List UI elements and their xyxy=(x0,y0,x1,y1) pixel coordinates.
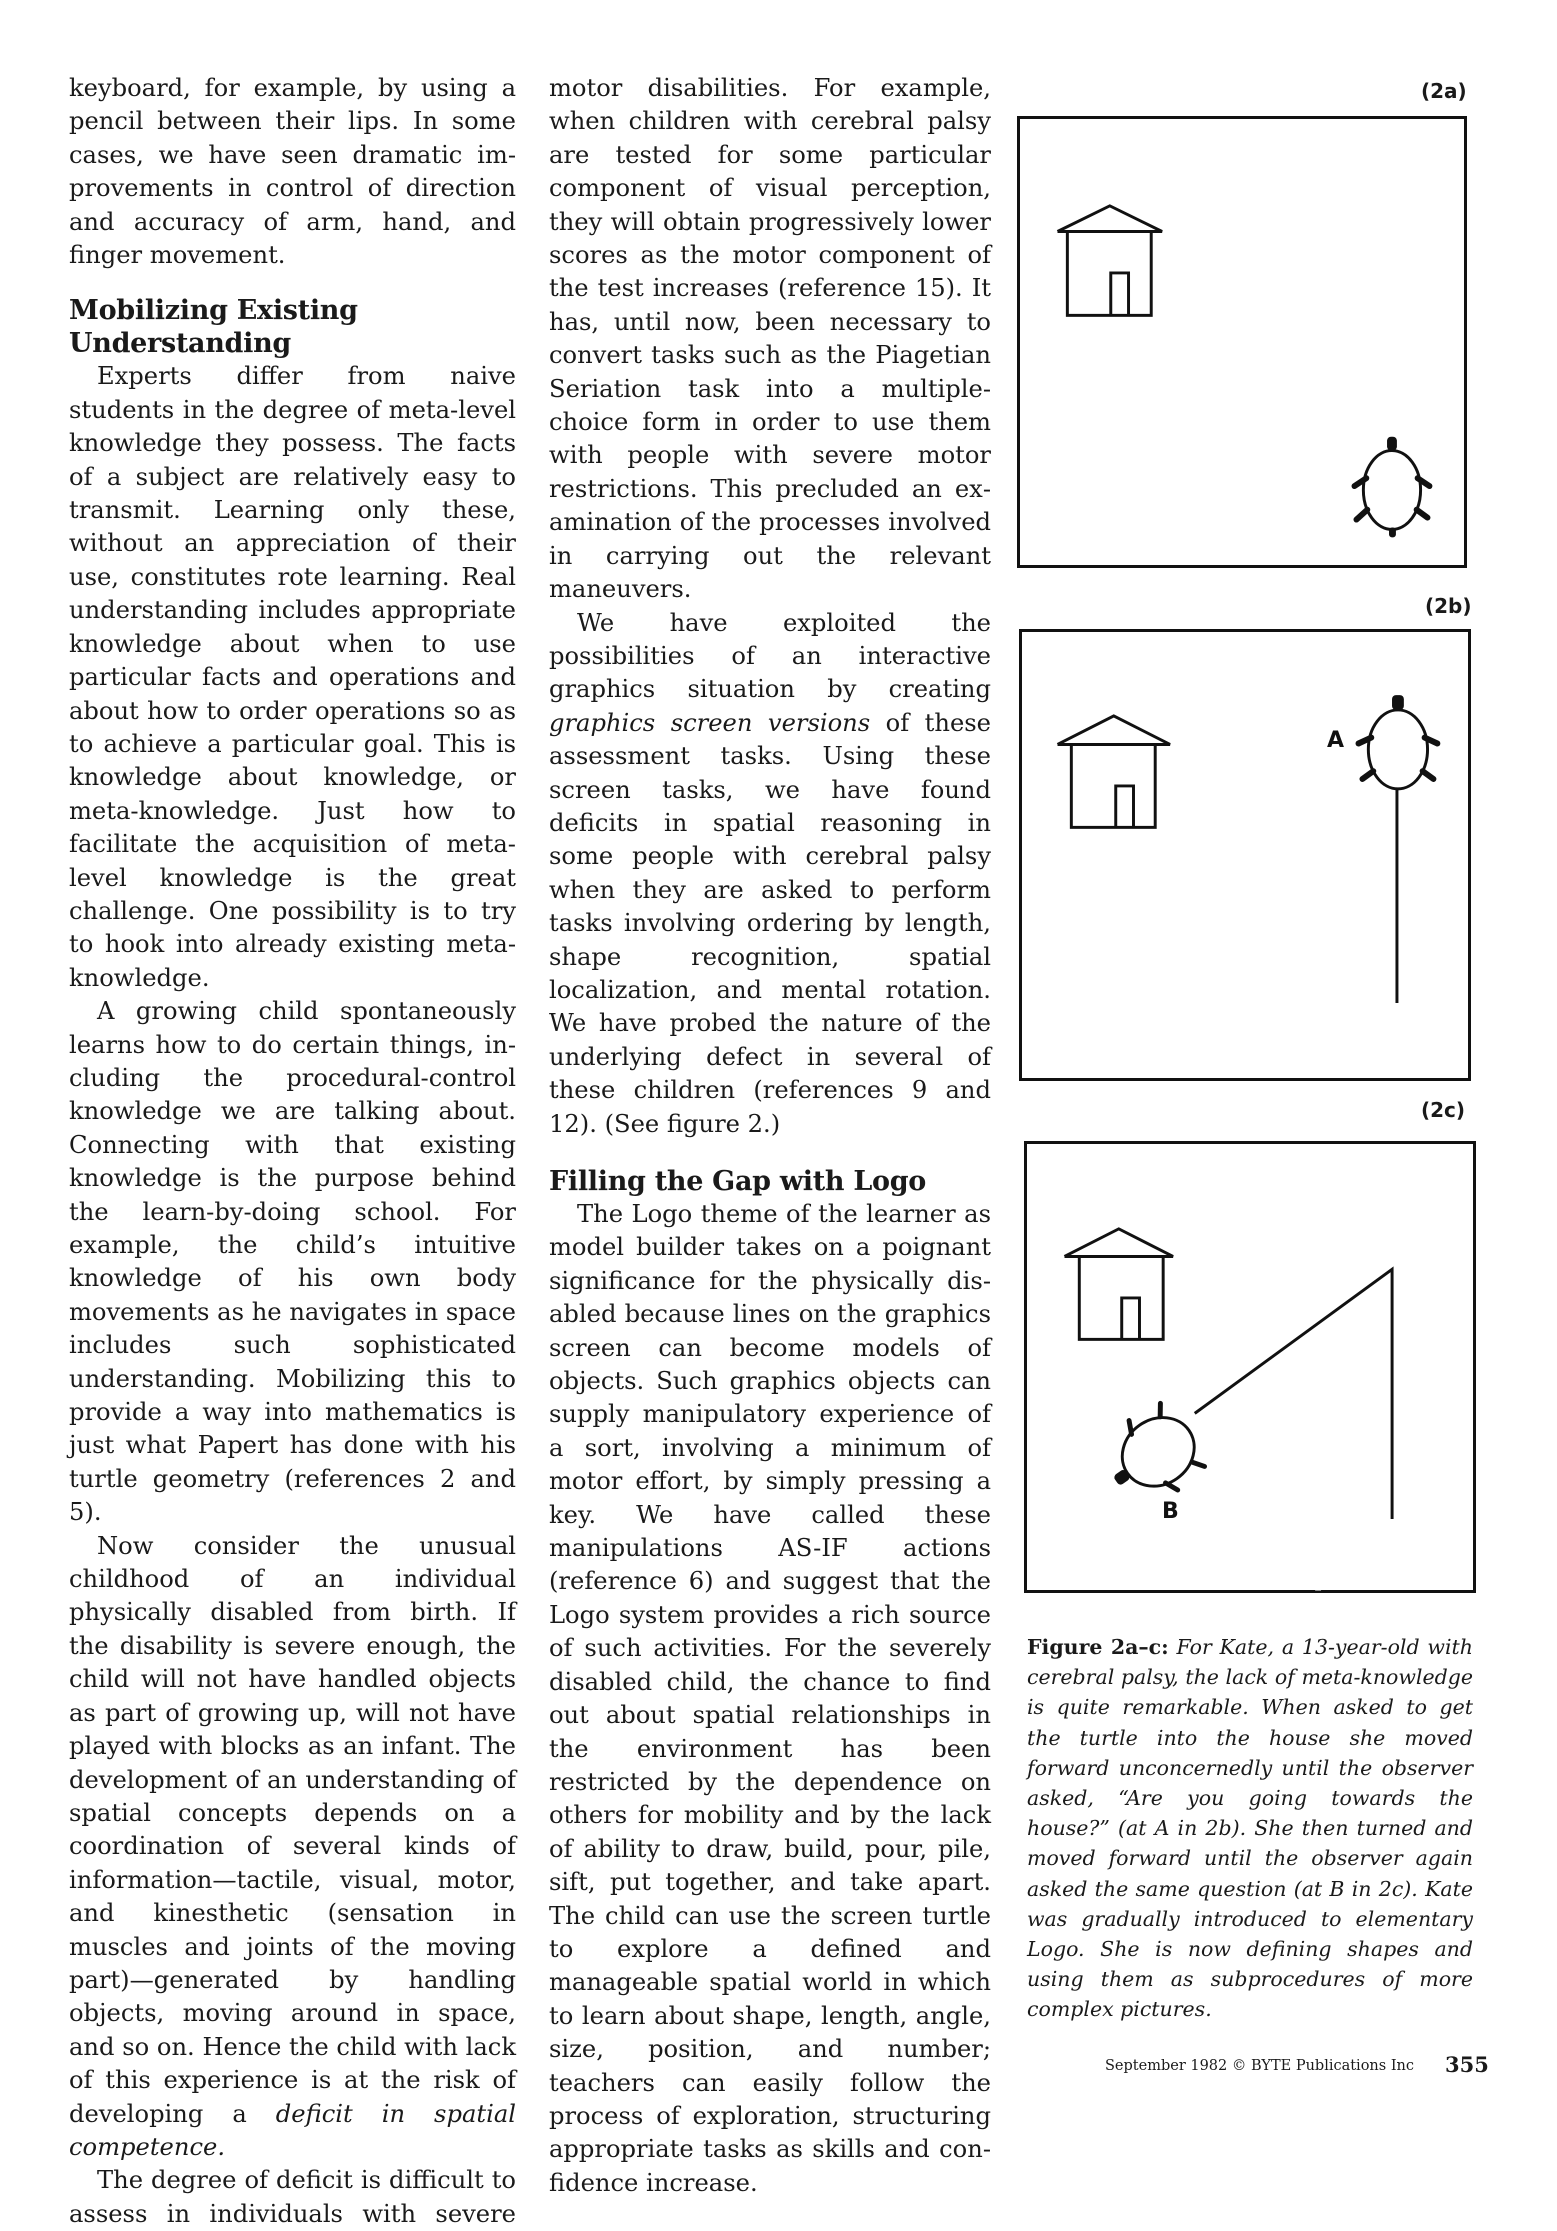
figure-label-2b: (2b) xyxy=(1425,594,1472,618)
paragraph: motor disabilities. For example, when children with cerebral palsy are tested for some particular component of visual perception, they will obtain progressively lower scores as the motor component of the test increases (reference 15). It has, until now, been necessary to convert tasks such as the Piagetian Seriation task into a multiple-choice form in order to use them with people with severe motor restrictions. This precluded an examination of the processes involved in carrying out the relevant maneuvers. xyxy=(549,74,991,604)
emphasis-text: deficit in spatial competence. xyxy=(69,2099,516,2161)
turtle-trail-line xyxy=(1195,1269,1392,1519)
caption-text: For Kate, a 13-year-old with cerebral palsy, the lack of meta-knowledge is quite remarkable. When asked to get the turtle into the house she moved forward unconcernedly until the observer asked, “Are you going towards the house?” (at A in 2b). She then turned and moved forward until the observer again asked the same question (at B in 2c). Kate was gradually introduced to elementary Logo. She is now defining shapes and using them as subprocedures of more complex pictures. xyxy=(1027,1635,1473,2022)
page-number: 355 xyxy=(1445,2052,1489,2077)
paragraph-text: Now consider the unusual childhood of an individual physically disabled from birth. If the disability is severe enough, the child will not have handled objects as part of growing up, will not have played with blocks as an infant. The development of an understanding of spatial concepts depends on a coordination of several kinds of information—tactile, visual, motor, and kinesthetic (sensation in muscles and joints of the moving part)—generated by handling objects, moving around in space, and so on. Hence the child with lack of this experience is at the risk of developing a xyxy=(69,1531,516,2128)
paragraph xyxy=(549,607,991,1142)
publication-credit: September 1982 © BYTE Publications Inc xyxy=(1105,2058,1415,2074)
paragraph: The degree of deficit is difficult to assess in individuals with severe xyxy=(69,2166,516,2228)
section-heading: Mobilizing Existing Understanding xyxy=(69,295,358,360)
figure-label-2a: (2a) xyxy=(1421,79,1467,103)
position-marker-a: A xyxy=(1327,728,1345,753)
house-icon xyxy=(1057,206,1162,316)
paragraph: The Logo theme of the learner as model builder takes on a poignant significance for the physically disabled because lines on the graphics screen can become models of objects. Such graphics objects can supply manipulatory experience of a sort, involving a minimum of motor effort, by simply pressing a key. We have called these manipulations AS-IF actions (reference 6) and suggest that the Logo system provides a rich source of such activities. For the severely disabled child, the chance to find out about spatial relationships in the environment has been restricted by the dependence on others for mobility and by the lack of ability to draw, build, pour, pile, sift, put together, and take apart. The child can use the screen turtle to explore a defined and manageable spatial world in which to learn about shape, length, angle, size, position, and number; teachers can easily follow the process of exploration, structuring appropriate tasks as skills and confidence increase. xyxy=(549,1200,991,2197)
section-heading: Filling the Gap with Logo xyxy=(549,1166,926,1197)
text-column-middle xyxy=(549,72,991,2200)
turtle-icon xyxy=(1354,437,1429,538)
paragraph: Experts differ from naive students in the degree of meta-level knowledge they possess. The facts of a subject are relatively easy to transmit. Learning only these, without an appreciation of their use, constitutes rote learning. Real understanding includes appropriate knowledge about when to use particular facts and operations and about how to order operations so as to achieve a particular goal. This is knowledge about knowledge, or meta-knowledge. Just how to facilitate the acquisition of meta-level knowledge is the great challenge. One possibility is to try to hook into already existing meta-knowledge. xyxy=(69,362,516,992)
house-and-turtle-drawing xyxy=(1020,119,1464,565)
paragraph xyxy=(69,1530,516,2165)
house-and-turtle-drawing xyxy=(1027,1144,1473,1590)
turtle-icon xyxy=(1358,695,1437,789)
paragraph-text: We have exploited the possibilities of an interactive graphics situation by creating xyxy=(549,608,991,704)
figure-label-2c: (2c) xyxy=(1421,1098,1466,1122)
position-marker-b: B xyxy=(1162,1499,1179,1524)
paragraph: A growing child spontaneously learns how to do certain things, including the procedural-control knowledge we are talking about. Connecting with that existing knowledge is the purpose behind the learn-by-doing school. For example, the child’s intuitive knowledge of his own body movements as he navigates in space includes such sophisticated understanding. Mobilizing this to provide a way into mathematics is just what Papert has done with his turtle geometry (references 2 and 5). xyxy=(69,997,516,1527)
figure-panel-2c xyxy=(1024,1141,1476,1593)
figure-panel-2a xyxy=(1017,116,1467,568)
figure-caption xyxy=(1027,1632,1473,2025)
paragraph-text: of these assessment tasks. Using these screen tasks, we have found deficits in spatial reasoning in some people with cerebral palsy when they are asked to perform tasks involving ordering by length, shape recognition, spatial localization, and mental rotation. We have probed the nature of the underlying defect in several of these children (references 9 and 12). (See figure 2.) xyxy=(549,708,991,1138)
figure-panel-2b xyxy=(1019,629,1471,1081)
house-icon xyxy=(1058,716,1170,828)
emphasis-text: graphics screen versions xyxy=(549,708,871,737)
caption-label: Figure 2a–c: xyxy=(1027,1635,1169,1659)
text-column-left xyxy=(69,72,516,2231)
house-icon xyxy=(1064,1229,1173,1340)
house-and-turtle-drawing xyxy=(1022,632,1468,1078)
paragraph: keyboard, for example, by using a pencil between their lips. In some cases, we have seen dramatic improvements in control of direction and accuracy of arm, hand, and finger movement. xyxy=(69,74,516,270)
